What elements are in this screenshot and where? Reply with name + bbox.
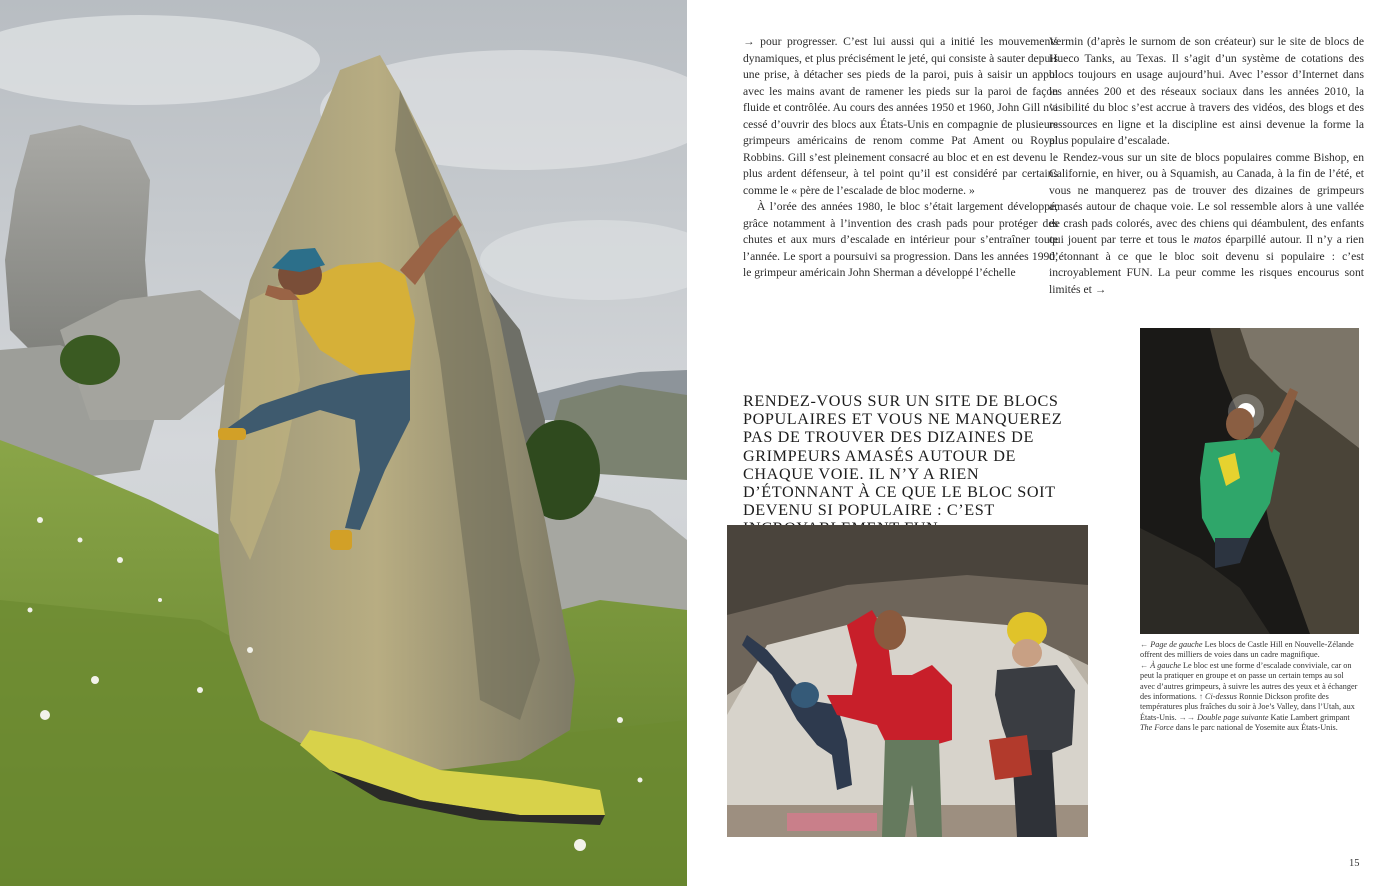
route-title: The Force bbox=[1140, 723, 1174, 733]
paragraph: À l’orée des années 1980, le bloc s’était largement développé, grâce notamment à l’invention des crash pads pour protéger des chutes et aux murs d’escalade en intérieur pour s’entraîner toute l’année. Le sport a poursuivi sa progression. Dans les années 1990, le grimpeur américain John Sherman a développé l’échelle bbox=[743, 200, 1058, 279]
arrow-up-icon: ↑ bbox=[1198, 692, 1203, 702]
caption-label: Double page suivante bbox=[1197, 712, 1269, 722]
caption-label: Page de gauche bbox=[1150, 640, 1203, 649]
castle-hill-bouldering-photo bbox=[0, 0, 687, 886]
photo-captions bbox=[1140, 640, 1360, 734]
caption-text: Le bloc est une forme d’escalade conviviale, car on peut la pratiquer en groupe et on passe un certain temps au sol avec d’autres grimpeurs, à suivre les autres des yeux et à échanger des informations. bbox=[1140, 660, 1358, 702]
double-arrow-right-icon: →→ bbox=[1178, 712, 1196, 722]
cave-group-bouldering-photo bbox=[727, 525, 1088, 837]
arrow-left-icon: ← bbox=[1140, 640, 1149, 649]
caption-text: Les blocs de Castle Hill en Nouvelle-Zélande offrent des milliers de voies dans un cadre magnifique. bbox=[1140, 640, 1354, 660]
night-climbing-photo bbox=[1140, 328, 1359, 634]
paragraph: → pour progresser. C’est lui aussi qui a initié les mouvements dynamiques, et plus précisément le jeté, qui consiste à sauter depuis une prise, à détacher ses pieds de la paroi, puis à saisir un appui avec les mains avant de ramener les pieds sur la paroi de façon fluide et contrôlée. Au cours des années 1950 et 1960, John Gill n’a cessé d’ouvrir des blocs aux États-Unis en compagnie de plusieurs grimpeurs américains de renom comme Pat Ament ou Royal Robbins. Gill s’est pleinement consacré au bloc et en est devenu le plus ardent défenseur, à tel point qu’il est considéré par certains comme le « père de l’escalade de bloc moderne. » bbox=[743, 35, 1058, 197]
caption-left bbox=[1140, 661, 1360, 734]
pull-quote: RENDEZ-VOUS SUR UN SITE DE BLOCS POPULAIRES ET VOUS NE MANQUEREZ PAS DE TROUVER DES DIZAINES DE GRIMPEURS AMASÉS AUTOUR DE CHAQUE VOIE. IL N’Y A RIEN D’ÉTONNANT À CE QUE LE BLOC SOIT DEVENU SI POPULAIRE : C’EST bbox=[743, 392, 1063, 520]
italic-word: matos bbox=[1193, 233, 1222, 246]
paragraph bbox=[1049, 150, 1364, 299]
paragraph-text: éparpillé autour. Il n’y a rien d’étonnant à ce que le bloc soit devenu si populaire : c’est incroyablement FUN. La peur comme les risques encourus sont limités et → bbox=[1049, 233, 1365, 296]
caption-label: À gauche bbox=[1150, 660, 1181, 670]
paragraph-text: Rendez-vous sur un site de blocs populaires comme Bishop, en Californie, en hiver, ou à Squamish, au Canada, à la fin de l’été, et vous ne manquerez pas de trouver des dizaines de grimpeurs amasés autour de chaque voie. Le sol ressemble alors à une vallée de crash pads colorés, avec des chiens qui déambulent, des enfants qui jouent par terre et tous le bbox=[1049, 150, 1364, 246]
body-text-column-1 bbox=[743, 34, 1058, 282]
page-number: 15 bbox=[1349, 858, 1360, 869]
caption-text: dans le parc national de Yosemite aux États-Unis. bbox=[1173, 723, 1338, 733]
caption-text: Katie Lambert grimpant bbox=[1268, 712, 1350, 722]
body-text-column-2 bbox=[1049, 34, 1364, 298]
paragraph: Vermin (d’après le surnom de son créateur) sur le site de blocs de Hueco Tanks, au Texas. Il s’agit d’un système de cotations des blocs toujours en usage aujourd’hui. Avec l’essor d’Internet dans les années 200 et des réseaux sociaux dans les années 2010, la visibilité du bloc s’est accrue à travers des vidéos, des blogs et des ressources en ligne et la discipline est ainsi devenue la forme la plus populaire d’escalade. bbox=[1049, 35, 1364, 147]
caption-left-page bbox=[1140, 640, 1360, 661]
caption-text: Ronnie Dickson profite des températures plus fraîches du soir à Joe’s Valley, dans l’Utah, aux États-Unis. bbox=[1140, 692, 1355, 722]
arrow-left-icon: ← bbox=[1140, 660, 1149, 670]
caption-label: Ci-dessus bbox=[1205, 692, 1237, 702]
